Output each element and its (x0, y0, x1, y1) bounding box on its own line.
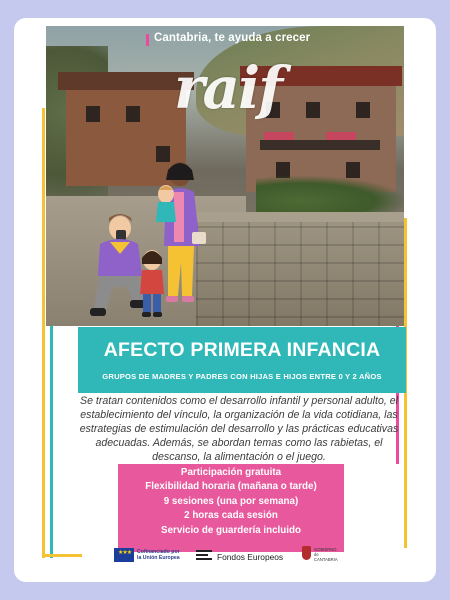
tagline: Cantabria, te ayuda a crecer (154, 32, 311, 44)
fondos-europeos-label: Fondos Europeos (217, 552, 284, 562)
info-item: Flexibilidad horaria (mañana o tarde) (145, 481, 317, 493)
gobierno-cantabria-label: GOBIERNO de CANTABRIA (314, 547, 338, 562)
info-item: 2 horas cada sesión (184, 510, 278, 522)
info-item: Servicio de guardería incluido (161, 524, 301, 536)
info-box (118, 464, 344, 552)
title-banner (78, 327, 406, 393)
fondos-europeos-icon (196, 550, 212, 562)
info-item: Participación gratuita (180, 467, 282, 478)
page-title: AFECTO PRIMERA INFANCIA (103, 339, 381, 361)
tagline-accent (146, 34, 149, 46)
eu-flag-icon: ★★★ (114, 548, 134, 562)
page-subtitle: GRUPOS DE MADRES Y PADRES CON HIJAS E HIJOS ENTRE 0 Y 2 AÑOS (102, 372, 382, 381)
cantabria-crest-icon (302, 546, 311, 560)
description-text: Se tratan contenidos como el desarrollo infantil y personal adulto, el establecimiento del vínculo, la organización de la vida cotidiana, las estrategias de estimulación del desarrollo y las prácticas educativas adecuadas. Además, se abordan temas como las rabietas, el descanso, la alimentación o el juego. (79, 395, 399, 463)
footer-logos (14, 544, 436, 582)
info-item: 9 sesiones (una por semana) (163, 495, 299, 507)
poster (14, 18, 436, 582)
eu-cofinance-label: Cofinanciado por la Unión Europea (137, 549, 180, 561)
raif-logo: raif (174, 54, 282, 122)
cover-photo (46, 26, 404, 326)
family-illustration (76, 136, 236, 326)
deco-line-yellow (42, 108, 45, 558)
